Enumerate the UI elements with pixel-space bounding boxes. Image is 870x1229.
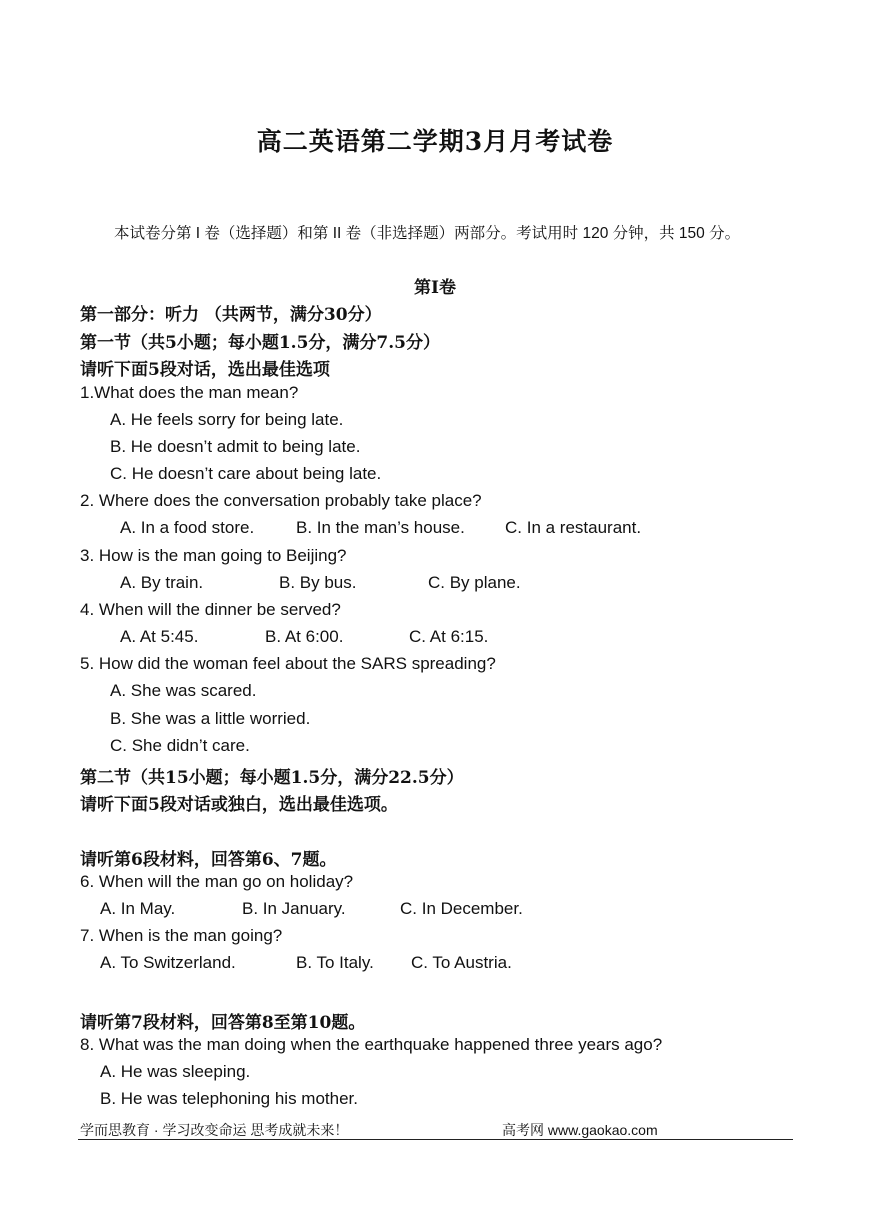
option-b: B. He doesn’t admit to being late. [110, 437, 361, 456]
option-c: C. She didn’t care. [110, 736, 250, 755]
option-c: C. By plane. [428, 573, 521, 592]
option-b: B. At 6:00. [265, 627, 344, 646]
question-stem: 7. When is the man going? [80, 926, 283, 945]
section1-heading: 第一节（共5小题；每小题1.5分，满分7.5分） [80, 333, 440, 353]
question-stem: 2. Where does the conversation probably take place? [80, 491, 482, 510]
option-a: A. At 5:45. [120, 627, 199, 646]
option-c: C. He doesn’t care about being late. [110, 464, 382, 483]
footer-website: 高考网 www.gaokao.com [502, 1122, 658, 1138]
question-stem: 4. When will the dinner be served? [80, 600, 341, 619]
section2-instruction: 请听下面5段对话或独白，选出最佳选项。 [80, 795, 398, 815]
option-c: C. At 6:15. [409, 627, 489, 646]
exam-title: 高二英语第二学期3月月考试卷 [256, 127, 614, 156]
option-a: A. By train. [120, 573, 204, 592]
option-b: B. To Italy. [296, 953, 374, 972]
option-b: B. She was a little worried. [110, 709, 311, 728]
question-stem: 1.What does the man mean? [80, 383, 299, 402]
option-b: B. In the man’s house. [296, 518, 465, 537]
question-stem: 5. How did the woman feel about the SARS spreading? [80, 654, 496, 673]
option-a: A. In May. [100, 899, 176, 918]
footer-divider [78, 1139, 793, 1140]
section1-instruction: 请听下面5段对话，选出最佳选项 [80, 360, 330, 380]
option-a: A. To Switzerland. [100, 953, 236, 972]
question-stem: 3. How is the man going to Beijing? [80, 546, 347, 565]
section2-heading: 第二节（共15小题；每小题1.5分，满分22.5分） [80, 768, 464, 788]
material-7-heading: 请听第7段材料，回答第8至第10题。 [80, 1013, 366, 1033]
option-a: A. She was scared. [110, 681, 257, 700]
option-c: C. To Austria. [411, 953, 512, 972]
option-c: C. In December. [400, 899, 523, 918]
option-a: A. In a food store. [120, 518, 255, 537]
volume-heading: 第I卷 [414, 278, 456, 298]
option-c: C. In a restaurant. [505, 518, 642, 537]
option-b: B. By bus. [279, 573, 357, 592]
exam-intro: 本试卷分第 I 卷（选择题）和第 II 卷（非选择题）两部分。考试用时 120 分钟，共 150 分。 [114, 225, 741, 242]
part1-heading: 第一部分：听力 （共两节，满分30分） [80, 305, 382, 325]
option-b: B. He was telephoning his mother. [100, 1089, 358, 1108]
question-stem: 6. When will the man go on holiday? [80, 872, 354, 891]
option-a: A. He feels sorry for being late. [110, 410, 344, 429]
option-b: B. In January. [242, 899, 346, 918]
material-6-heading: 请听第6段材料，回答第6、7题。 [80, 850, 337, 870]
option-a: A. He was sleeping. [100, 1062, 251, 1081]
footer-slogan: 学而思教育 · 学习改变命运 思考成就未来！ [80, 1122, 349, 1138]
question-stem: 8. What was the man doing when the earthquake happened three years ago? [80, 1035, 663, 1054]
